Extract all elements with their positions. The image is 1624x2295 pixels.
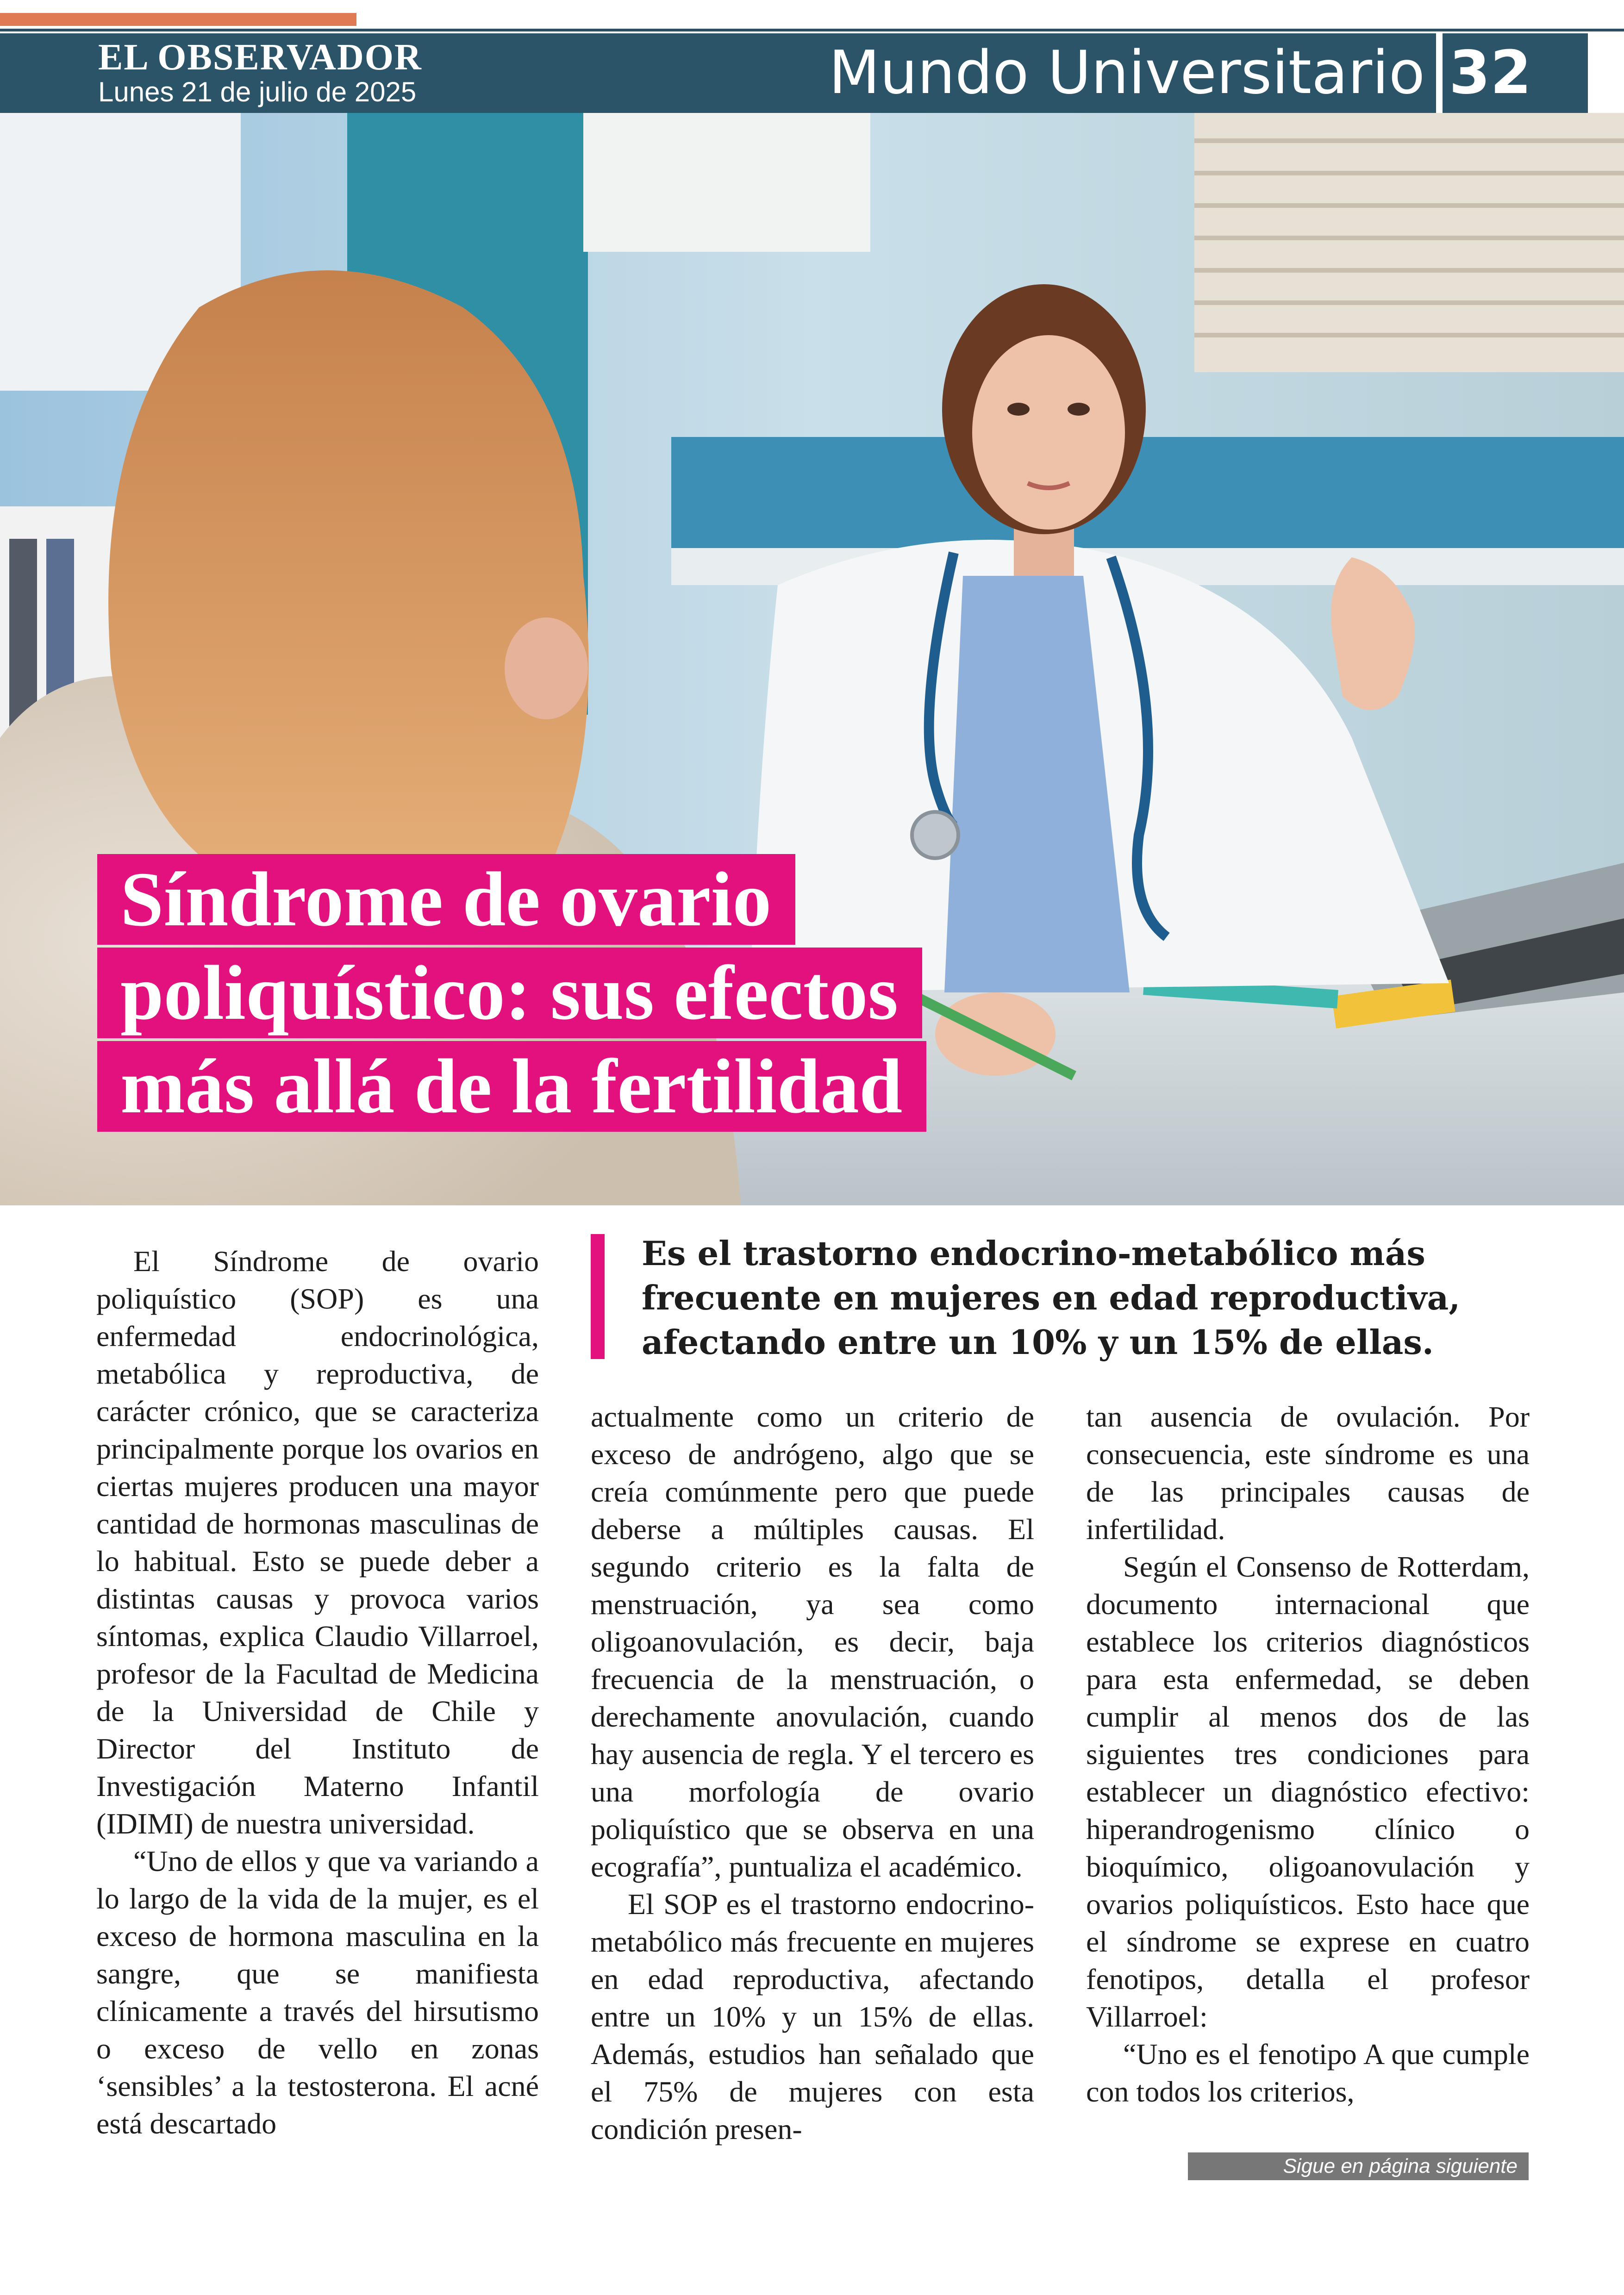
top-rule — [0, 29, 1624, 31]
body-paragraph: actualmente como un criterio de exceso de andrógeno, algo que se creía comúnmente pero que puede deberse a múltiples causas. El segundo criterio es la falta de menstruación, ya sea como oligoanovulación, es decir, baja frecuencia de la menstruación, o derechamente anovulación, cuando hay ausencia de regla. Y el tercero es una morfología de ovario poliquístico que se observa en una ecografía”, puntualiza el académico. — [591, 1400, 1034, 1883]
body-paragraph: tan ausencia de ovulación. Por consecuencia, este síndrome es una de las principales causas de infertilidad. — [1086, 1400, 1530, 1546]
page-number-divider — [1436, 33, 1443, 113]
article-column-3 — [1086, 1398, 1530, 2110]
body-paragraph: “Uno de ellos y que va variando a lo largo de la vida de la mujer, es el exceso de hormona masculina en la sangre, que se manifiesta clínicamente a través del hirsutismo o exceso de vello en zonas ‘sensibles’ a la testosterona. El acné está descartado — [96, 1845, 539, 2140]
article-column-2 — [591, 1398, 1034, 2148]
body-paragraph: El SOP es el trastorno endocrino-metabólico más frecuente en mujeres en edad reproductiva, afectando entre un 10% y un 15% de ellas. Además, estudios han señalado que el 75% de mujeres con esta condición presen- — [591, 1888, 1034, 2145]
body-paragraph: “Uno es el fenotipo A que cumple con todos los criterios, — [1086, 2038, 1530, 2108]
top-accent-bar — [0, 13, 356, 26]
section-title: Mundo Universitario — [829, 38, 1425, 107]
article-column-1 — [96, 1242, 539, 2142]
headline — [97, 854, 926, 1135]
body-paragraph: Según el Consenso de Rotterdam, documento internacional que establece los criterios diagnósticos para esta enfermedad, se deben cumplir al menos dos de las siguientes tres condiciones para establecer un diagnóstico efectivo: hiperandrogenismo clínico o bioquímico, oligoanovulación y ovarios poliquísticos. Esto hace que el síndrome se exprese en cuatro fenotipos, detalla el profesor Villarroel: — [1086, 1550, 1530, 2033]
issue-date: Lunes 21 de julio de 2025 — [98, 76, 417, 107]
newspaper-name: EL OBSERVADOR — [98, 37, 422, 78]
page-number: 32 — [1449, 38, 1532, 107]
pullquote-accent-bar — [591, 1234, 605, 1359]
pullquote: Es el trastorno endocrino-metabólico más frecuente en mujeres en edad reproductiva, afectando entre un 10% y un 15% de ellas. — [642, 1234, 1461, 1362]
masthead — [98, 39, 422, 108]
headline-line-3: más allá de la fertilidad — [97, 1041, 926, 1132]
body-paragraph: El Síndrome de ovario poliquístico (SOP) es una enfermedad endocrinológica, metabólica y reproductiva, de carácter crónico, que se caracteriza principalmente porque los ovarios en ciertas mujeres producen una mayor cantidad de hormonas masculinas de lo habitual. Esto se puede deber a distintas causas y provoca varios síntomas, explica Claudio Villarroel, profesor de la Facultad de Medicina de la Universidad de Chile y Director del Instituto de Investigación Materno Infantil (IDIMI) de nuestra universidad. — [96, 1245, 539, 1840]
headline-line-2: poliquístico: sus efectos — [97, 948, 922, 1038]
continue-next-page-label: Sigue en página siguiente — [1188, 2152, 1529, 2180]
headline-line-1: Síndrome de ovario — [97, 854, 795, 945]
